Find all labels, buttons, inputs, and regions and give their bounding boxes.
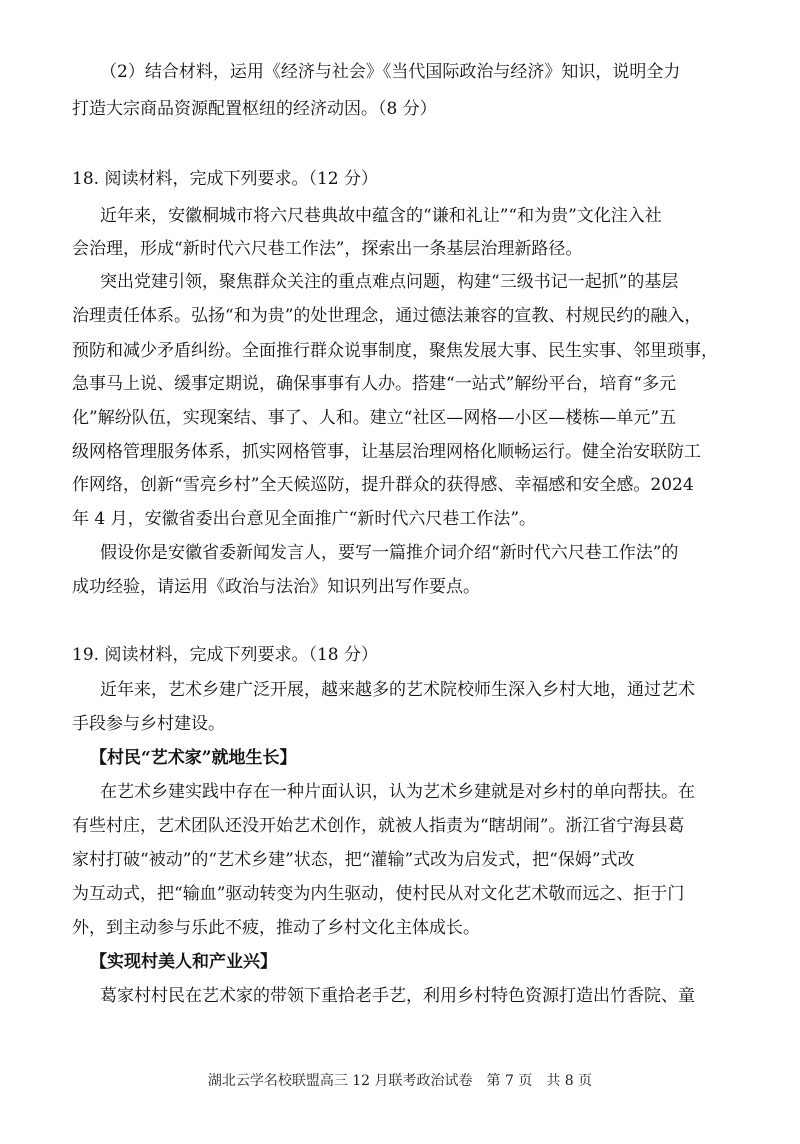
q18-line: 作网络，创新“雪亮乡村”全天候巡防，提升群众的获得感、幸福感和安全感。2024 — [72, 475, 694, 495]
q18-line: 治理责任体系。弘扬“和为贵”的处世理念，通过德法兼容的宣教、村规民约的融入， — [72, 306, 702, 326]
q19-line: 手段参与乡村建设。 — [72, 714, 225, 734]
q18-line: 突出党建引领，聚焦群众关注的重点难点问题，构建“三级书记一起抓”的基层 — [100, 272, 679, 292]
q19-line: 家村打破“被动”的“艺术乡建”状态，把“灌输”式改为启发式，把“保姆”式改 — [72, 850, 635, 870]
q18-line: 预防和减少矛盾纠纷。全面推行群众说事制度，聚焦发展大事、民生实事、邻里琐事， — [72, 341, 718, 361]
q17-2-line-1: （2）结合材料，运用《经济与社会》《当代国际政治与经济》知识，说明全力 — [100, 62, 681, 82]
q19-title: 19. 阅读材料，完成下列要求。（18 分） — [72, 645, 378, 665]
q19-line: 葛家村村民在艺术家的带领下重拾老手艺，利用乡村特色资源打造出竹香院、童 — [100, 986, 695, 1006]
q18-line: 会治理，形成“新时代六尺巷工作法”，探索出一条基层治理新路径。 — [72, 239, 583, 259]
q19-section-heading: 【村民“艺术家”就地生长】 — [90, 748, 297, 768]
q19-line: 为互动式，把“输血”驱动转变为内生驱动，使村民从对文化艺术敬而远之、拒于门 — [72, 884, 685, 904]
q19-line: 外，到主动参与乐此不疲，推动了乡村文化主体成长。 — [72, 918, 480, 938]
q19-section-heading: 【实现村美人和产业兴】 — [90, 952, 277, 972]
q19-line: 在艺术乡建实践中存在一种片面认识，认为艺术乡建就是对乡村的单向帮扶。在 — [100, 782, 695, 802]
q18-line: 近年来，安徽桐城市将六尺巷典故中蕴含的“谦和礼让”“和为贵”文化注入社 — [100, 206, 662, 226]
q18-line: 成功经验，请运用《政治与法治》知识列出写作要点。 — [72, 577, 480, 597]
q18-line: 化”解纷队伍，实现案结、事了、人和。建立“社区—网格—小区—楼栋—单元”五 — [72, 408, 677, 428]
q18-line: 急事马上说、缓事定期说，确保事事有人办。搭建“一站式”解纷平台，培育“多元 — [72, 374, 677, 394]
q17-2-line-2: 打造大宗商品资源配置枢纽的经济动因。（8 分） — [72, 99, 437, 119]
page-footer: 湖北云学名校联盟高三 12 月联考政治试卷 第 7 页 共 8 页 — [207, 1073, 593, 1089]
q18-line: 级网格管理服务体系，抓实网格管事，让基层治理网格化顺畅运行。健全治安联防工 — [72, 442, 701, 462]
q18-title: 18. 阅读材料，完成下列要求。（12 分） — [72, 169, 378, 189]
q18-line: 假设你是安徽省委新闻发言人，要写一篇推介词介绍“新时代六尺巷工作法”的 — [100, 543, 679, 563]
q18-line: 年 4 月，安徽省委出台意见全面推广“新时代六尺巷工作法”。 — [72, 509, 537, 529]
q19-line: 有些村庄，艺术团队还没开始艺术创作，就被人指责为“瞎胡闹”。浙江省宁海县葛 — [72, 816, 685, 836]
q19-line: 近年来，艺术乡建广泛开展，越来越多的艺术院校师生深入乡村大地，通过艺术 — [100, 680, 695, 700]
